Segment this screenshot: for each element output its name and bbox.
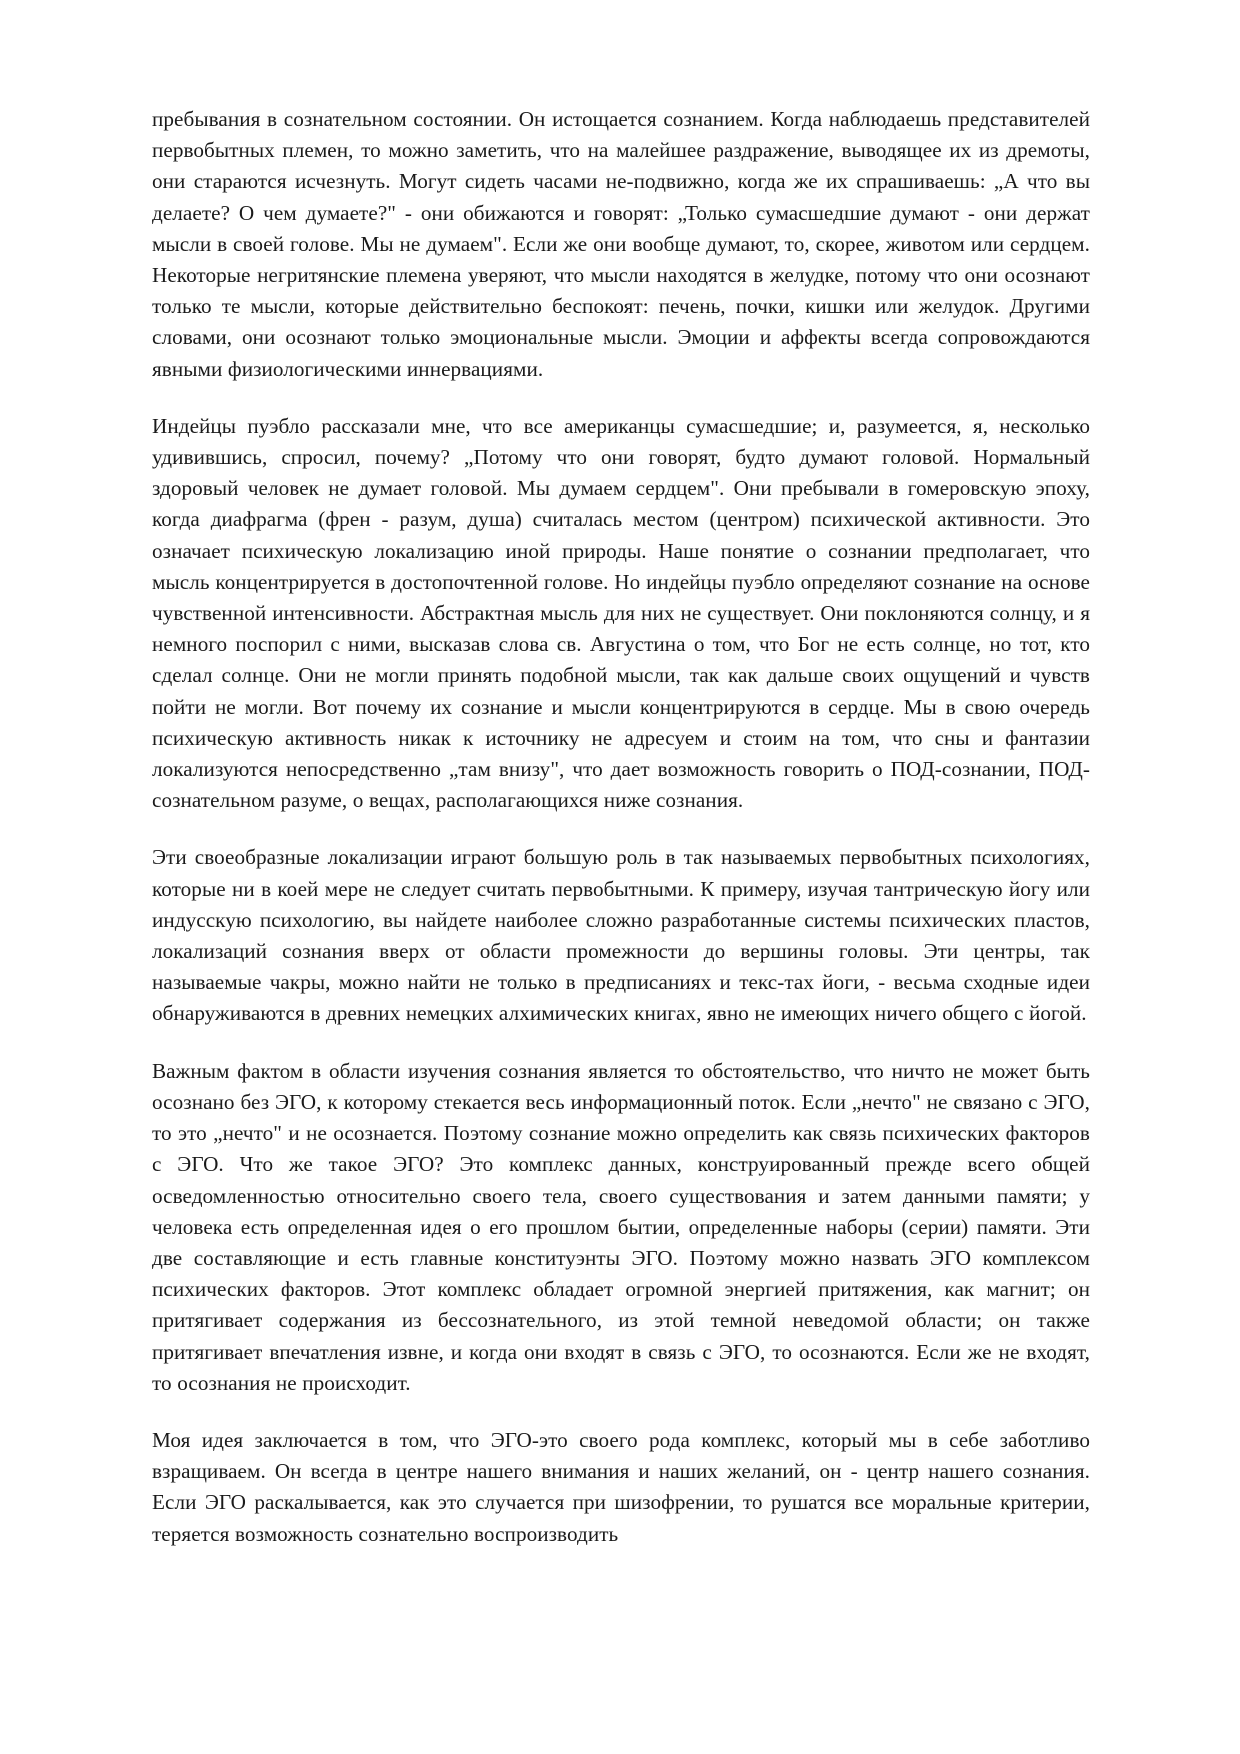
paragraph-2: Индейцы пуэбло рассказали мне, что все американцы сумасшедшие; и, разумеется, я, несколько удивившись, спросил, почему? „Потому что они говорят, будто думают головой. Нормальный здоровый человек не думает головой. Мы думаем сердцем". Они пребывали в гомеровскую эпоху, когда диафрагма (френ - разум, душа) считалась местом (центром) психической активности. Это означает психическую локализацию иной природы. Наше понятие о сознании предполагает, что мысль концентрируется в достопочтенной голове. Но индейцы пуэбло определяют сознание на основе чувственной интенсивности. Абстрактная мысль для них не существует. Они поклоняются солнцу, и я немного поспорил с ними, высказав слова св. Августина о том, что Бог не есть солнце, но тот, кто сделал солнце. Они не могли принять подобной мысли, так как дальше своих ощущений и чувств пойти не могли. Вот почему их сознание и мысли концентрируются в сердце. Мы в свою очередь психическую активность никак к источнику не адресуем и стоим на том, что сны и фантазии локализуются непосредственно „там внизу", что дает возможность говорить о ПОД-сознании, ПОД-сознательном разуме, о вещах, располагающихся ниже сознания. <box>152 413 1090 813</box>
document-text-column <box>152 104 1090 1550</box>
paragraph-5: Моя идея заключается в том, что ЭГО-это своего рода комплекс, который мы в себе заботливо взращиваем. Он всегда в центре нашего внимания и наших желаний, он - центр нашего сознания. Если ЭГО раскалывается, как это случается при шизофрении, то рушатся все моральные критерии, теряется возможность сознательно воспроизводить <box>152 1427 1090 1546</box>
paragraph-4: Важным фактом в области изучения сознания является то обстоятельство, что ничто не может быть осознано без ЭГО, к которому стекается весь информационный поток. Если „нечто" не связано с ЭГО, то это „нечто" и не осознается. Поэтому сознание можно определить как связь психических факторов с ЭГО. Что же такое ЭГО? Это комплекс данных, конструированный прежде всего общей осведомленностью относительно своего тела, своего существования и затем данными памяти; у человека есть определенная идея о его прошлом бытии, определенные наборы (серии) памяти. Эти две составляющие и есть главные конституэнты ЭГО. Поэтому можно назвать ЭГО комплексом психических факторов. Этот комплекс обладает огромной энергией притяжения, как магнит; он притягивает содержания из бессознательного, из этой темной неведомой области; он также притягивает впечатления извне, и когда они входят в связь с ЭГО, то осознаются. Если же не входят, то осознания не происходит. <box>152 1058 1090 1395</box>
paragraph-3: Эти своеобразные локализации играют большую роль в так называемых первобытных психологиях, которые ни в коей мере не следует считать первобытными. К примеру, изучая тантрическую йогу или индусскую психологию, вы найдете наиболее сложно разработанные системы психических пластов, локализаций сознания вверх от области промежности до вершины головы. Эти центры, так называемые чакры, можно найти не только в предписаниях и текс-тах йоги, - весьма сходные идеи обнаруживаются в древних немецких алхимических книгах, явно не имеющих ничего общего с йогой. <box>152 845 1090 1026</box>
paragraph-1: пребывания в сознательном состоянии. Он истощается сознанием. Когда наблюдаешь представителей первобытных племен, то можно заметить, что на малейшее раздражение, выводящее их из дремоты, они стараются исчезнуть. Могут сидеть часами не-подвижно, когда же их спрашиваешь: „А что вы делаете? О чем думаете?" - они обижаются и говорят: „Только сумасшедшие думают - они держат мысли в своей голове. Мы не думаем". Если же они вообще думают, то, скорее, животом или сердцем. Некоторые негритянские племена уверяют, что мысли находятся в желудке, потому что они осознают только те мысли, которые действительно беспокоят: печень, почки, кишки или желудок. Другими словами, они осознают только эмоциональные мысли. Эмоции и аффекты всегда сопровождаются явными физиологическими иннервациями. <box>152 107 1090 381</box>
